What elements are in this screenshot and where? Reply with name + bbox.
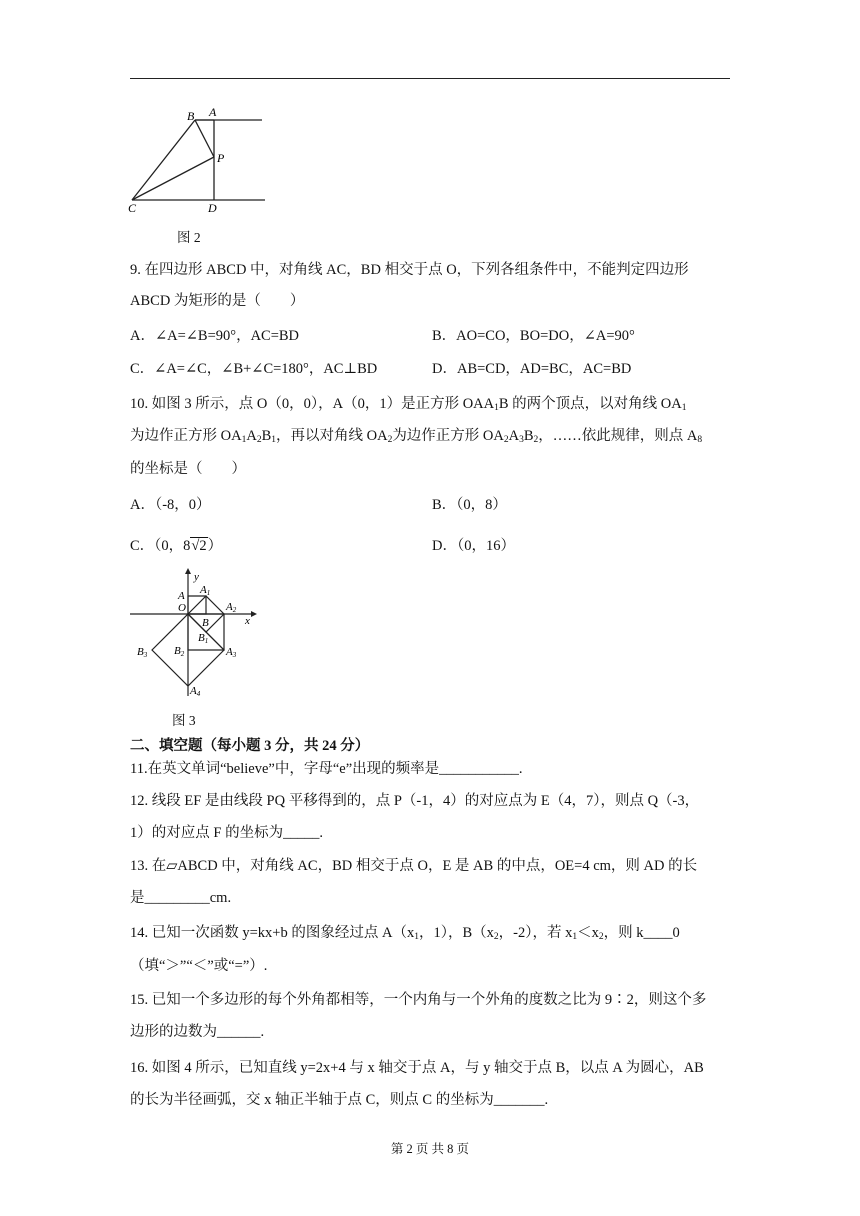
fig2-label-p: P xyxy=(217,151,225,165)
fig3-label-o: O xyxy=(178,602,186,614)
fig3-label-a2: A2 xyxy=(226,601,237,614)
figure-2 xyxy=(120,104,270,216)
fig3-label-b1: B1 xyxy=(198,632,209,645)
q12-line2: 1）的对应点 F 的坐标为_____. xyxy=(130,825,323,841)
q11: 11.在英文单词“believe”中，字母“e”出现的频率是___________. xyxy=(130,761,523,777)
fig3-label-a1: A1 xyxy=(200,584,211,597)
q9-option-d: D．AB=CD，AD=BC，AC=BD xyxy=(432,361,632,377)
q9-line1: 9. 在四边形 ABCD 中，对角线 AC，BD 相交于点 O，下列各组条件中，不能判定四边形 xyxy=(130,262,689,278)
fig3-label-a3: A3 xyxy=(226,646,237,659)
q14-line2: （填“＞”“＜”或“=”）. xyxy=(130,958,268,974)
fig3-label-b3: B3 xyxy=(137,646,148,659)
q16-line2: 的长为半径画弧，交 x 轴正半轴于点 C，则点 C 的坐标为_______. xyxy=(130,1092,549,1108)
fig3-label-b2: B2 xyxy=(174,645,185,658)
q15-line1: 15. 已知一个多边形的每个外角都相等，一个内角与一个外角的度数之比为 9∶2，则这个多 xyxy=(130,992,707,1008)
q16-line1: 16. 如图 4 所示，已知直线 y=2x+4 与 x 轴交于点 A，与 y 轴交于点 B，以点 A 为圆心，AB xyxy=(130,1060,704,1076)
fig2-label-a: A xyxy=(209,105,217,119)
page-footer: 第 2 页 共 8 页 xyxy=(390,1142,470,1156)
fig3-caption: 图 3 xyxy=(172,713,196,728)
q13-line1: 13. 在▱ABCD 中，对角线 AC，BD 相交于点 O，E 是 AB 的中点，OE=4 cm，则 AD 的长 xyxy=(130,858,698,874)
fig3-label-y: y xyxy=(194,571,199,583)
q9-option-a: A．∠A=∠B=90°，AC=BD xyxy=(130,328,300,344)
q10-line2: 为边作正方形 $OA_1A_2B_1$，再以对角线 $OA_2$为边作正方形 $OA_2A_3B_2$，……依此规律，则点 $A_8$ xyxy=(130,428,703,445)
q15-line2: 边形的边数为______. xyxy=(130,1024,265,1040)
sqrt-symbol: √2 xyxy=(191,538,207,554)
fig2-label-d: D xyxy=(208,201,217,215)
q9-option-c: C．∠A=∠C，∠B+∠C=180°，AC⊥BD xyxy=(130,361,378,377)
fig3-label-x: x xyxy=(245,615,250,627)
q14-line1: 14. 已知一次函数 y=kx+b 的图象经过点 $A(x_1$，1），$B(x_2$，-2），若 $x_1<x_2$，则 k____0 xyxy=(130,925,680,942)
q10-option-b: B．（0，8） xyxy=(432,497,507,513)
section-2-heading: 二、填空题（每小题 3 分，共 24 分） xyxy=(130,738,370,754)
figure-3 xyxy=(130,568,260,702)
q10-option-a: A．（-8，0） xyxy=(130,497,211,513)
q10-line1: 10. 如图 3 所示，点 O（0，0），A（0，1）是正方形 $OAA_1B$ 的两个顶点，以对角线 $OA_1$ xyxy=(130,396,687,413)
q9-option-b: B．AO=CO，BO=DO，∠A=90° xyxy=(432,328,635,344)
header-rule xyxy=(130,78,730,79)
fig3-label-a4: A4 xyxy=(190,685,201,698)
fig2-label-c: C xyxy=(128,201,137,215)
q10-option-c: C．（0，8√2） xyxy=(130,538,223,554)
q9-line2: ABCD 为矩形的是（ ） xyxy=(130,293,305,309)
q10-option-d: D．（0，16） xyxy=(432,538,515,554)
q10-line3: 的坐标是（ ） xyxy=(130,461,246,477)
q13-line2: 是_________cm. xyxy=(130,890,232,906)
fig3-label-b: B xyxy=(202,617,209,629)
fig2-caption: 图 2 xyxy=(177,230,201,245)
fig2-label-b: B xyxy=(187,109,195,123)
q12-line1: 12. 线段 EF 是由线段 PQ 平移得到的，点 P（-1，4）的对应点为 E（4，7），则点 Q（-3， xyxy=(130,793,700,809)
fig3-label-a: A xyxy=(178,590,185,602)
